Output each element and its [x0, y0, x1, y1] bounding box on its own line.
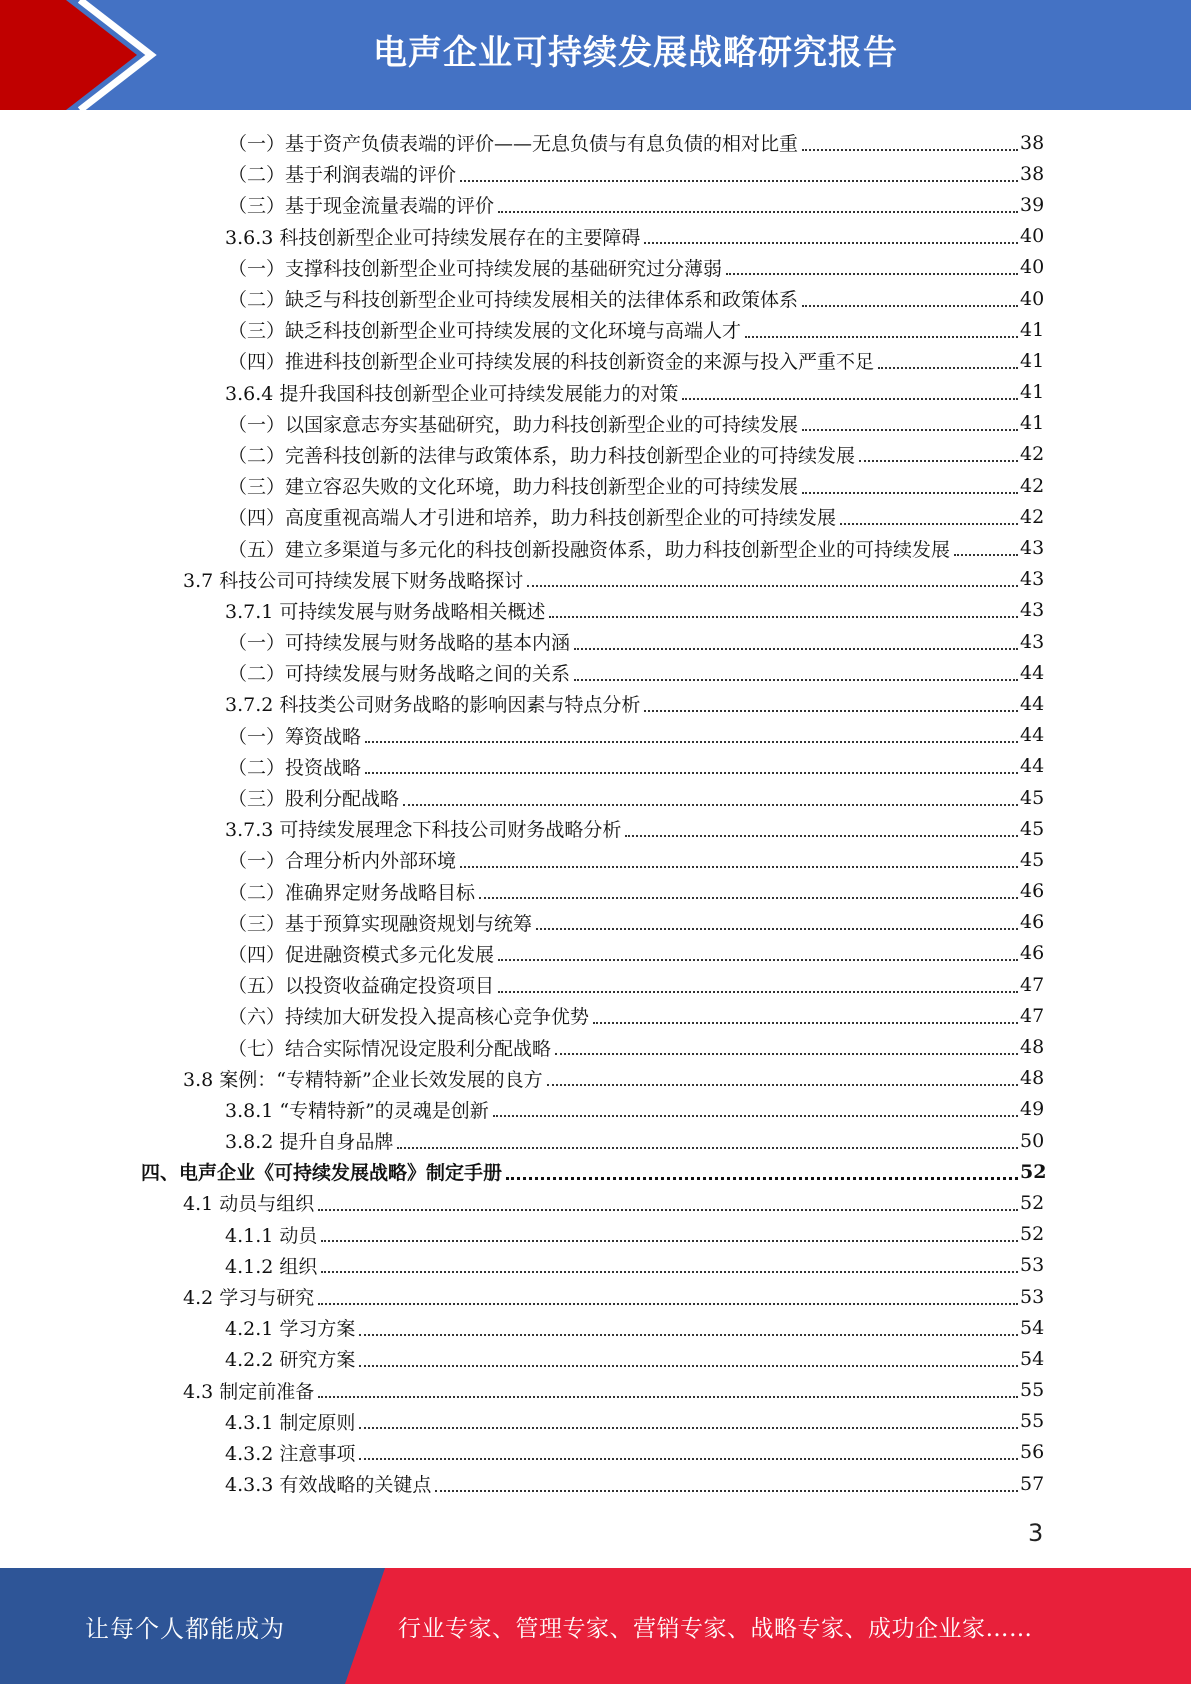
toc-entry-page: 48: [1020, 1036, 1045, 1059]
toc-dot-leader: [802, 429, 1018, 431]
toc-entry-title: （三）缺乏科技创新型企业可持续发展的文化环境与高端人才: [228, 320, 742, 343]
toc-entry-title: 3.7.1 可持续发展与财务战略相关概述: [225, 600, 546, 623]
toc-entry-page: 56: [1020, 1441, 1045, 1464]
toc-dot-leader: [726, 273, 1018, 275]
toc-entry-page: 41: [1020, 381, 1045, 404]
toc-entry-title: （三）建立容忍失败的文化环境，助力科技创新型企业的可持续发展: [228, 476, 799, 499]
toc-entry[interactable]: [0, 377, 1048, 408]
toc-entry-page: 48: [1020, 1067, 1045, 1090]
toc-entry-page: 43: [1020, 599, 1045, 622]
toc-entry[interactable]: [0, 252, 1048, 283]
toc-entry[interactable]: [0, 439, 1048, 470]
toc-entry[interactable]: [0, 1250, 1048, 1281]
toc-dot-leader: [644, 710, 1018, 712]
toc-entry[interactable]: [0, 1437, 1048, 1468]
toc-entry-title: （三）股利分配战略: [228, 788, 400, 811]
toc-dot-leader: [359, 1365, 1018, 1367]
toc-dot-leader: [498, 991, 1018, 993]
toc-entry-title: 3.7.2 科技类公司财务战略的影响因素与特点分析: [225, 694, 641, 717]
toc-dot-leader: [460, 866, 1018, 868]
toc-entry-page: 42: [1020, 443, 1045, 466]
toc-entry-title: 4.3.3 有效战略的关键点: [225, 1474, 432, 1497]
toc-entry-page: 49: [1020, 1098, 1045, 1121]
toc-entry-title: 3.8 案例：“专精特新”企业长效发展的良方: [183, 1068, 543, 1091]
toc-entry[interactable]: [0, 688, 1048, 719]
table-of-contents: [0, 127, 1191, 1499]
toc-entry[interactable]: [0, 907, 1048, 938]
toc-entry-page: 42: [1020, 474, 1045, 497]
page-footer: [0, 1568, 1191, 1684]
toc-entry-page: 46: [1020, 942, 1045, 965]
toc-entry[interactable]: [0, 189, 1048, 220]
toc-entry-title: （三）基于现金流量表端的评价: [228, 195, 495, 218]
toc-entry[interactable]: [0, 751, 1048, 782]
toc-dot-leader: [527, 585, 1018, 587]
toc-dot-leader: [397, 1147, 1018, 1149]
toc-entry-title: （四）高度重视高端人才引进和培养，助力科技创新型企业的可持续发展: [228, 507, 837, 530]
toc-dot-leader: [498, 211, 1018, 213]
toc-dot-leader: [493, 1115, 1018, 1117]
toc-dot-leader: [574, 648, 1018, 650]
toc-entry-title: （二）可持续发展与财务战略之间的关系: [228, 663, 571, 686]
toc-dot-leader: [359, 1458, 1018, 1460]
toc-entry[interactable]: [0, 221, 1048, 252]
toc-dot-leader: [498, 959, 1018, 961]
toc-entry[interactable]: [0, 1156, 1048, 1187]
toc-entry-title: （六）持续加大研发投入提高核心竞争优势: [228, 1006, 590, 1029]
toc-entry-page: 52: [1020, 1191, 1045, 1214]
toc-entry-page: 41: [1020, 349, 1045, 372]
toc-entry[interactable]: [0, 1187, 1048, 1218]
toc-entry[interactable]: [0, 501, 1048, 532]
toc-dot-leader: [840, 523, 1018, 525]
toc-entry[interactable]: [0, 782, 1048, 813]
toc-entry-page: 41: [1020, 318, 1045, 341]
toc-entry[interactable]: [0, 1312, 1048, 1343]
toc-entry-title: 4.2.2 研究方案: [225, 1349, 356, 1372]
toc-dot-leader: [625, 835, 1018, 837]
toc-dot-leader: [359, 1334, 1018, 1336]
toc-entry[interactable]: [0, 720, 1048, 751]
toc-entry[interactable]: [0, 1094, 1048, 1125]
footer-slogan-left: 让每个人都能成为: [85, 1615, 285, 1643]
toc-entry[interactable]: [0, 1468, 1048, 1499]
toc-entry[interactable]: [0, 470, 1048, 501]
toc-entry-title: （一）以国家意志夯实基础研究，助力科技创新型企业的可持续发展: [228, 413, 799, 436]
toc-entry-title: （一）合理分析内外部环境: [228, 850, 457, 873]
toc-entry-title: （一）筹资战略: [228, 725, 362, 748]
toc-entry-title: 4.2.1 学习方案: [225, 1318, 356, 1341]
toc-dot-leader: [321, 1271, 1018, 1273]
toc-entry-page: 44: [1020, 661, 1045, 684]
toc-entry[interactable]: [0, 1375, 1048, 1406]
footer-slogan-right: 行业专家、管理专家、营销专家、战略专家、成功企业家……: [398, 1616, 1033, 1642]
toc-entry-page: 40: [1020, 225, 1045, 248]
toc-dot-leader: [318, 1209, 1018, 1211]
toc-entry-title: （二）缺乏与科技创新型企业可持续发展相关的法律体系和政策体系: [228, 289, 799, 312]
toc-dot-leader: [954, 554, 1018, 556]
toc-entry-page: 38: [1020, 162, 1045, 185]
toc-entry[interactable]: [0, 283, 1048, 314]
toc-entry-page: 39: [1020, 193, 1045, 216]
toc-entry[interactable]: [0, 876, 1048, 907]
toc-entry[interactable]: [0, 1343, 1048, 1374]
toc-dot-leader: [506, 1177, 1018, 1180]
toc-entry-page: 52: [1020, 1223, 1045, 1246]
toc-entry-page: 55: [1020, 1379, 1045, 1402]
toc-entry-page: 43: [1020, 630, 1045, 653]
toc-entry-page: 53: [1020, 1285, 1045, 1308]
toc-entry-page: 54: [1020, 1347, 1045, 1370]
toc-dot-leader: [536, 928, 1018, 930]
toc-dot-leader: [859, 460, 1018, 462]
toc-entry-page: 38: [1020, 131, 1045, 154]
toc-entry-title: 4.2 学习与研究: [183, 1287, 315, 1310]
toc-entry[interactable]: [0, 657, 1048, 688]
toc-entry[interactable]: [0, 1219, 1048, 1250]
toc-entry-page: 41: [1020, 412, 1045, 435]
toc-dot-leader: [802, 305, 1018, 307]
toc-entry[interactable]: [0, 1125, 1048, 1156]
toc-dot-leader: [802, 492, 1018, 494]
toc-entry-title: 4.1.1 动员: [225, 1224, 318, 1247]
toc-entry-title: 3.8.1 “专精特新”的灵魂是创新: [225, 1099, 489, 1122]
toc-entry-title: （二）投资战略: [228, 756, 362, 779]
toc-dot-leader: [403, 804, 1018, 806]
toc-entry-title: （二）准确界定财务战略目标: [228, 881, 476, 904]
toc-entry-title: （七）结合实际情况设定股利分配战略: [228, 1037, 552, 1060]
toc-entry-page: 53: [1020, 1254, 1045, 1277]
toc-entry[interactable]: [0, 1000, 1048, 1031]
toc-entry[interactable]: [0, 595, 1048, 626]
toc-entry-title: （四）促进融资模式多元化发展: [228, 943, 495, 966]
toc-entry[interactable]: [0, 127, 1048, 158]
toc-entry[interactable]: [0, 1031, 1048, 1062]
report-title: 电声企业可持续发展战略研究报告: [373, 33, 898, 73]
toc-entry-title: 3.7 科技公司可持续发展下财务战略探讨: [183, 569, 524, 592]
toc-dot-leader: [682, 398, 1018, 400]
toc-entry[interactable]: [0, 158, 1048, 189]
toc-entry-page: 43: [1020, 568, 1045, 591]
toc-dot-leader: [593, 1022, 1018, 1024]
toc-entry[interactable]: [0, 1406, 1048, 1437]
toc-dot-leader: [479, 897, 1018, 899]
toc-entry[interactable]: [0, 408, 1048, 439]
toc-entry-title: 3.6.4 提升我国科技创新型企业可持续发展能力的对策: [225, 382, 679, 405]
toc-entry-page: 54: [1020, 1316, 1045, 1339]
toc-entry-page: 45: [1020, 817, 1045, 840]
page-number: 3: [1028, 1519, 1044, 1547]
toc-entry-title: 4.1.2 组织: [225, 1255, 318, 1278]
toc-entry-page: 44: [1020, 692, 1045, 715]
toc-dot-leader: [547, 1084, 1018, 1086]
toc-dot-leader: [359, 1427, 1018, 1429]
toc-entry-title: （四）推进科技创新型企业可持续发展的科技创新资金的来源与投入严重不足: [228, 351, 875, 374]
toc-entry-title: （一）支撑科技创新型企业可持续发展的基础研究过分薄弱: [228, 257, 723, 280]
toc-entry-title: 四、电声企业《可持续发展战略》制定手册: [141, 1162, 503, 1185]
toc-entry-title: 3.6.3 科技创新型企业可持续发展存在的主要障碍: [225, 226, 641, 249]
toc-entry-title: 4.3 制定前准备: [183, 1380, 315, 1403]
toc-entry[interactable]: [0, 813, 1048, 844]
page-header: [0, 0, 1191, 110]
toc-dot-leader: [435, 1490, 1018, 1492]
toc-entry[interactable]: [0, 938, 1048, 969]
toc-entry[interactable]: [0, 1281, 1048, 1312]
toc-entry-page: 44: [1020, 755, 1045, 778]
toc-entry[interactable]: [0, 564, 1048, 595]
toc-dot-leader: [644, 242, 1018, 244]
toc-dot-leader: [555, 1053, 1018, 1055]
toc-dot-leader: [321, 1240, 1018, 1242]
toc-dot-leader: [365, 741, 1018, 743]
toc-dot-leader: [365, 772, 1018, 774]
toc-entry-title: （一）可持续发展与财务战略的基本内涵: [228, 632, 571, 655]
toc-entry-title: 4.1 动员与组织: [183, 1193, 315, 1216]
toc-entry[interactable]: [0, 969, 1048, 1000]
toc-dot-leader: [745, 336, 1018, 338]
toc-entry-page: 40: [1020, 256, 1045, 279]
toc-dot-leader: [802, 149, 1018, 151]
toc-entry-title: （二）基于利润表端的评价: [228, 164, 457, 187]
toc-dot-leader: [318, 1396, 1018, 1398]
toc-entry[interactable]: [0, 314, 1048, 345]
toc-entry-page: 47: [1020, 1004, 1045, 1027]
toc-entry-page: 45: [1020, 786, 1045, 809]
toc-entry-page: 42: [1020, 505, 1045, 528]
toc-entry-page: 55: [1020, 1410, 1045, 1433]
toc-dot-leader: [878, 367, 1018, 369]
toc-entry-title: （二）完善科技创新的法律与政策体系，助力科技创新型企业的可持续发展: [228, 444, 856, 467]
toc-entry-title: （一）基于资产负债表端的评价——无息负债与有息负债的相对比重: [228, 133, 799, 156]
toc-entry-page: 47: [1020, 973, 1045, 996]
toc-entry-page: 40: [1020, 287, 1045, 310]
toc-entry-title: 4.3.2 注意事项: [225, 1442, 356, 1465]
toc-entry-page: 46: [1020, 911, 1045, 934]
toc-entry-page: 52: [1020, 1160, 1047, 1183]
toc-entry[interactable]: [0, 532, 1048, 563]
toc-entry-title: （五）建立多渠道与多元化的科技创新投融资体系，助力科技创新型企业的可持续发展: [228, 538, 951, 561]
toc-entry-title: 3.7.3 可持续发展理念下科技公司财务战略分析: [225, 819, 622, 842]
toc-entry[interactable]: [0, 345, 1048, 376]
toc-dot-leader: [549, 616, 1018, 618]
toc-entry-title: 4.3.1 制定原则: [225, 1411, 356, 1434]
toc-dot-leader: [460, 180, 1018, 182]
toc-entry-title: （五）以投资收益确定投资项目: [228, 975, 495, 998]
toc-dot-leader: [574, 679, 1018, 681]
toc-entry-page: 46: [1020, 880, 1045, 903]
toc-dot-leader: [318, 1303, 1018, 1305]
toc-entry-page: 44: [1020, 724, 1045, 747]
toc-entry-page: 45: [1020, 848, 1045, 871]
toc-entry-title: 3.8.2 提升自身品牌: [225, 1131, 394, 1154]
toc-entry-page: 50: [1020, 1129, 1045, 1152]
toc-entry[interactable]: [0, 626, 1048, 657]
toc-entry-title: （三）基于预算实现融资规划与统筹: [228, 912, 533, 935]
toc-entry[interactable]: [0, 1063, 1048, 1094]
toc-entry-page: 57: [1020, 1472, 1045, 1495]
toc-entry-page: 43: [1020, 537, 1045, 560]
toc-entry[interactable]: [0, 844, 1048, 875]
